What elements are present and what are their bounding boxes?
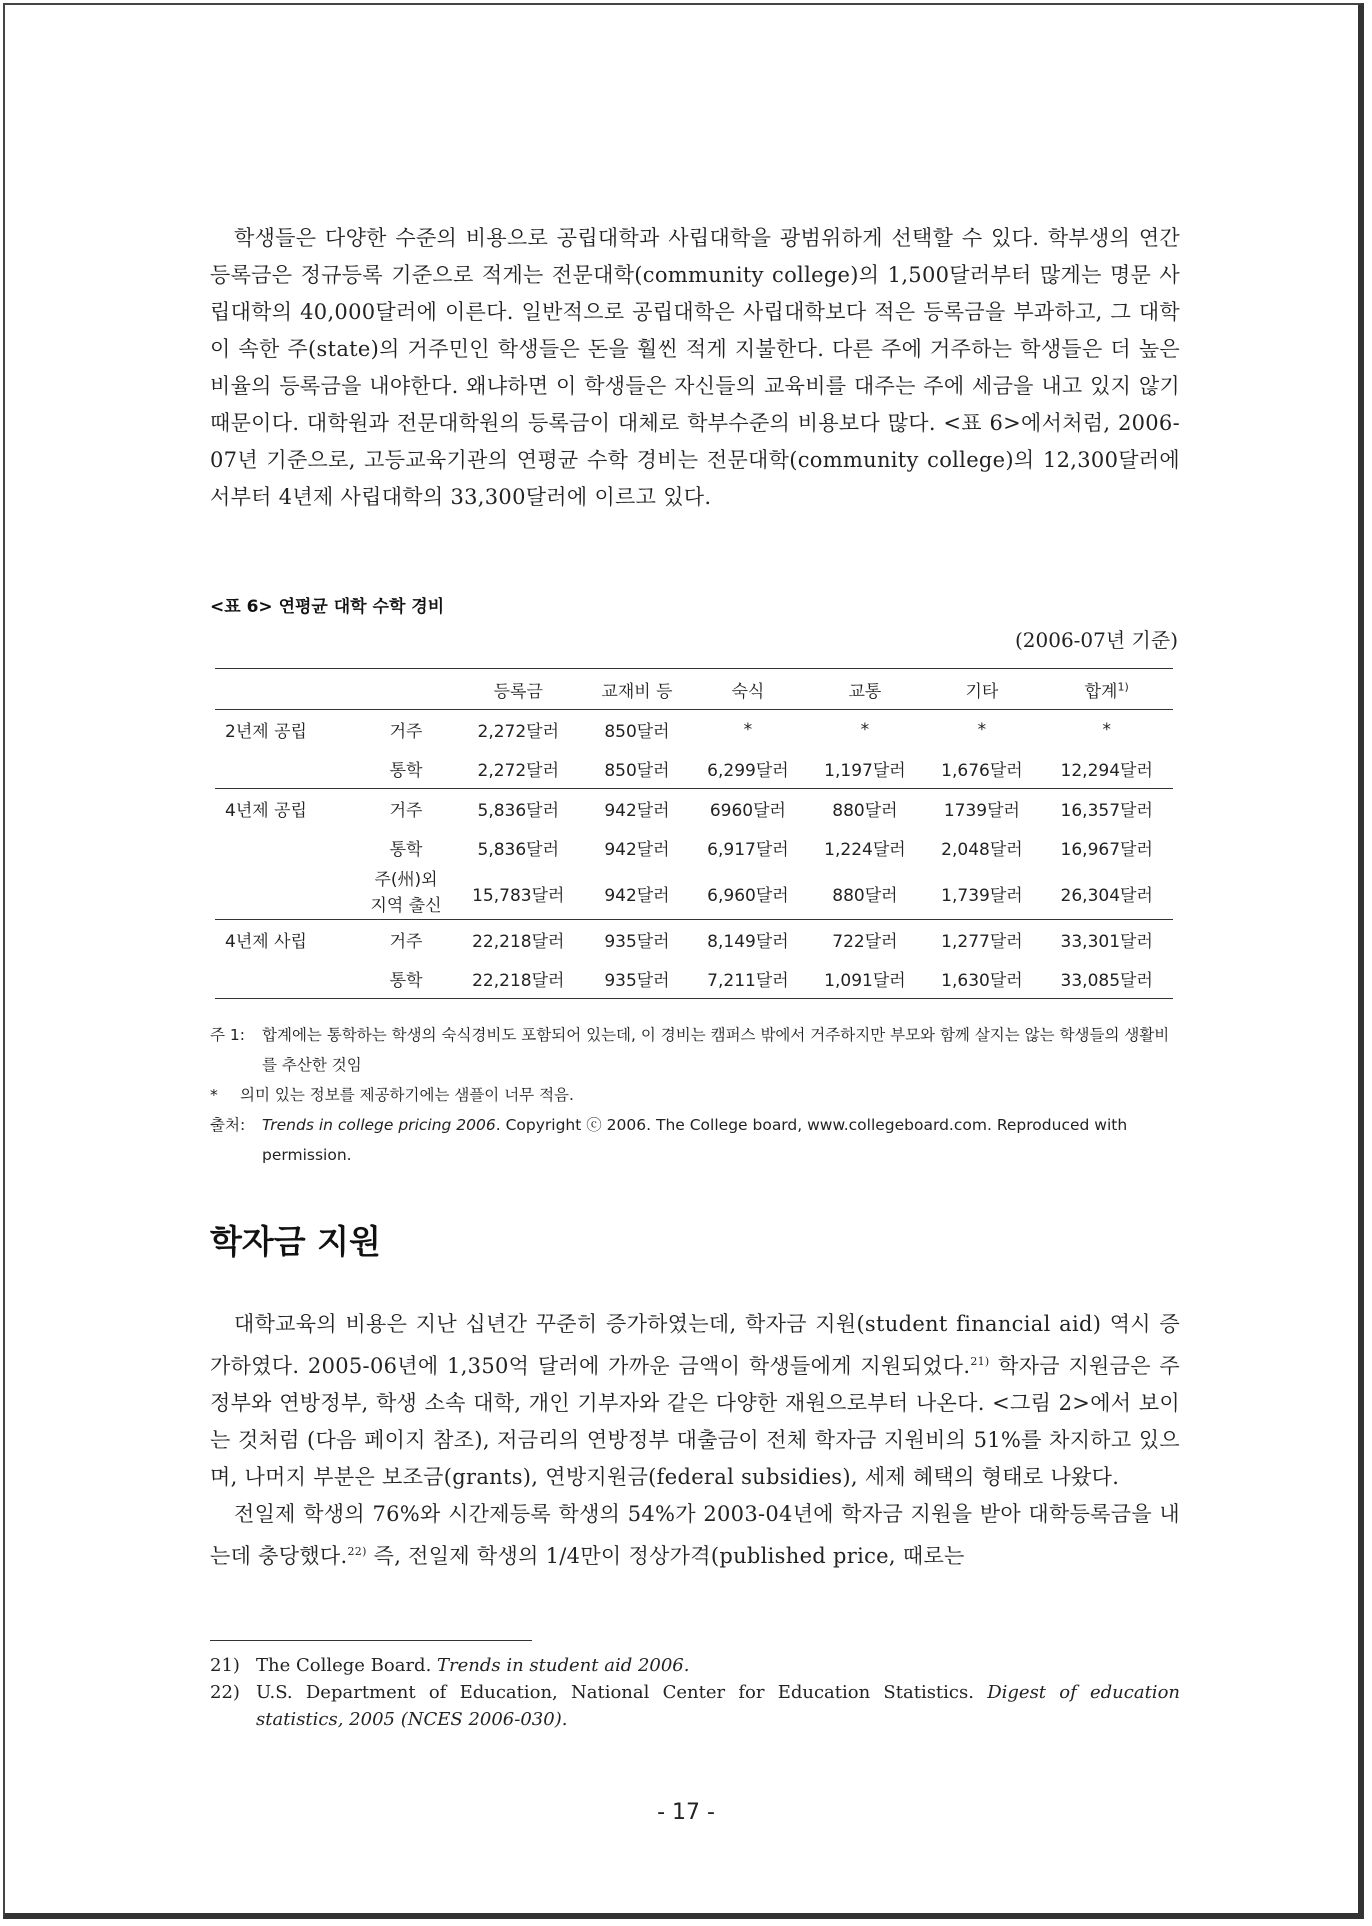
residence-cell: 거주 xyxy=(360,920,452,960)
value-cell: 1,224달러 xyxy=(824,840,906,860)
source-rest: . Copyright ⓒ 2006. The College board, www.collegeboard.com. Reproduced with permission. xyxy=(262,1116,1128,1164)
footnote-22-key: 22) xyxy=(210,1682,240,1703)
value-cell: 1,091달러 xyxy=(806,959,923,999)
source-title: Trends in college pricing 2006 xyxy=(262,1116,496,1134)
value-cell: 2,272달러 xyxy=(477,722,560,742)
value-cell: 33,085달러 xyxy=(1040,959,1173,999)
footnote-21-title: Trends in student aid 2006. xyxy=(437,1655,690,1676)
intro-paragraph: 학생들은 다양한 수준의 비용으로 공립대학과 사립대학을 광범위하게 선택할 수 있다. 학부생의 연간 등록금은 정규등록 기준으로 적게는 전문대학(community college)의 1,500달러부터 많게는 명문 사립대학의 40,000달러에 이른다. 일반적으로 공립대학은 사립대학보다 적은 등록금을 부과하고, 그 대학이 속한 주(state)의 거주민인 학생들은 돈을 훨씬 적게 지불한다. 다른 주에 거주하는 학생들은 더 높은 비율의 등록금을 내야한다. 왜냐하면 이 학생들은 자신들의 교육비를 대주는 주에 세금을 내고 있지 않기 때문이다. 대학원과 전문대학원의 등록금이 대체로 학부수준의 비용보다 많다. <표 6>에서처럼, 2006-07년 기준으로, 고등교육기관의 연평균 수학 경비는 전문대학(community college)의 12,300달러에서부터 4년제 사립대학의 33,300달러에 이르고 있다. xyxy=(210,226,1180,509)
header-other: 기타 xyxy=(923,669,1040,710)
header-total-sup: 1) xyxy=(1117,679,1129,693)
value-cell: 5,836달러 xyxy=(477,840,560,860)
tuition-table xyxy=(215,668,1173,999)
note-source-text xyxy=(262,1110,1180,1170)
aid-p2-text: 전일제 학생의 76%와 시간제등록 학생의 54%가 2003-04년에 학자금 지원을 받아 대학등록금을 내는데 충당했다. xyxy=(210,1502,1180,1568)
value-cell: * xyxy=(1102,719,1111,740)
header-total xyxy=(1040,669,1173,710)
intro-section xyxy=(210,220,1180,516)
value-cell: 1,197달러 xyxy=(824,761,906,781)
value-cell: 22,218달러 xyxy=(452,959,585,999)
value-cell: 2,272달러 xyxy=(477,761,560,781)
value-cell: 1739달러 xyxy=(923,789,1040,829)
section-heading: 학자금 지원 xyxy=(210,1222,381,1261)
value-cell: 935달러 xyxy=(585,959,690,999)
value-cell: * xyxy=(860,719,870,740)
institution-cell xyxy=(215,959,360,999)
header-transport: 교통 xyxy=(806,669,923,710)
value-cell: 722달러 xyxy=(806,920,923,960)
page-number: - 17 - xyxy=(657,1800,715,1825)
footnote-rule xyxy=(210,1640,532,1641)
table-header-row xyxy=(215,669,1173,710)
table-title: <표 6> 연평균 대학 수학 경비 xyxy=(210,597,445,617)
footnote-22 xyxy=(210,1679,1180,1733)
value-cell: 8,149달러 xyxy=(689,920,806,960)
value-cell: 6,917달러 xyxy=(707,840,789,860)
value-cell: 942달러 xyxy=(604,840,670,860)
residence-line-1: 주(州)외 xyxy=(374,870,438,890)
residence-line-2: 지역 출신 xyxy=(370,896,442,916)
value-cell: 7,211달러 xyxy=(689,959,806,999)
aid-p2-text2: 즉, 전일제 학생의 1/4만이 정상가격(published price, 때로는 xyxy=(366,1544,965,1568)
value-cell: 1,630달러 xyxy=(923,959,1040,999)
value-cell: 1,277달러 xyxy=(923,920,1040,960)
value-cell: 942달러 xyxy=(604,885,670,906)
table-row xyxy=(215,749,1173,789)
aid-p1-text2: 학자금 지원금은 주정부와 연방정부, 학생 소속 대학, 개인 기부자와 같은 다양한 재원으로부터 나온다. <그림 2>에서 보이는 것처럼 (다음 페이지 참조), 저금리의 연방정부 대출금이 전체 학자금 지원비의 51%를 차지하고 있으며, 나머지 부분은 보조금(grants), 연방지원금(federal subsidies), 세제 혜택의 형태로 나왔다. xyxy=(210,1354,1180,1489)
header-books: 교재비 등 xyxy=(585,669,690,710)
header-total-label: 합계 xyxy=(1084,681,1118,702)
aid-paragraph-1 xyxy=(210,1306,1180,1496)
residence-cell: 거주 xyxy=(389,722,423,742)
value-cell: * xyxy=(977,719,987,740)
note-star-key: * xyxy=(210,1086,218,1104)
institution-cell: 4년제 사립 xyxy=(215,920,360,960)
value-cell: 935달러 xyxy=(585,920,690,960)
footnote-ref-22: 22) xyxy=(347,1545,367,1558)
footnote-21-key: 21) xyxy=(210,1655,240,1676)
institution-cell xyxy=(215,867,360,920)
value-cell: 6,960달러 xyxy=(707,885,789,906)
value-cell: 15,783달러 xyxy=(472,885,565,906)
value-cell: 880달러 xyxy=(832,885,898,906)
institution-cell: 4년제 공립 xyxy=(215,789,360,829)
aid-p1-text: 대학교육의 비용은 지난 십년간 꾸준히 증가하였는데, 학자금 지원(student financial aid) 역시 증가하였다. 2005-06년에 1,350억 달러에 가까운 금액이 학생들에게 지원되었다. xyxy=(210,1312,1180,1378)
value-cell: 6,299달러 xyxy=(707,761,789,781)
value-cell: 6960달러 xyxy=(689,789,806,829)
institution-cell xyxy=(215,828,360,867)
value-cell: 1,676달러 xyxy=(941,761,1023,781)
value-cell: 942달러 xyxy=(585,789,690,829)
header-tuition: 등록금 xyxy=(452,669,585,710)
value-cell: 12,294달러 xyxy=(1060,761,1153,781)
residence-cell xyxy=(360,867,452,920)
header-empty-1 xyxy=(215,669,360,710)
header-empty-2 xyxy=(360,669,452,710)
value-cell: 2,048달러 xyxy=(941,840,1023,860)
table-row xyxy=(215,920,1173,960)
value-cell: * xyxy=(743,719,753,740)
table-row xyxy=(215,789,1173,829)
note-star-text: 의미 있는 정보를 제공하기에는 샘플이 너무 적음. xyxy=(240,1086,574,1104)
value-cell: 850달러 xyxy=(604,722,670,742)
note-1-text: 합계에는 통학하는 학생의 숙식경비도 포함되어 있는데, 이 경비는 캠퍼스 밖에서 거주하지만 부모와 함께 살지는 않는 학생들의 생활비를 추산한 것임 xyxy=(262,1026,1170,1074)
table-row xyxy=(215,959,1173,999)
residence-cell: 통학 xyxy=(360,959,452,999)
footnote-21 xyxy=(210,1652,1180,1679)
header-room-board: 숙식 xyxy=(689,669,806,710)
note-source-key: 출처: xyxy=(210,1116,246,1134)
residence-cell: 통학 xyxy=(389,840,423,860)
value-cell: 850달러 xyxy=(604,761,670,781)
residence-cell: 통학 xyxy=(389,761,423,781)
value-cell: 880달러 xyxy=(806,789,923,829)
value-cell: 5,836달러 xyxy=(452,789,585,829)
table-unit: (2006-07년 기준) xyxy=(1014,628,1178,652)
footnotes xyxy=(210,1652,1180,1733)
table-notes xyxy=(210,1020,1180,1170)
aid-section xyxy=(210,1306,1180,1575)
note-1 xyxy=(210,1020,1180,1080)
note-1-key: 주 1: xyxy=(210,1026,245,1044)
footnote-22-text xyxy=(256,1679,1180,1733)
value-cell: 16,357달러 xyxy=(1040,789,1173,829)
aid-paragraph-2 xyxy=(210,1496,1180,1575)
footnote-22-title: Digest of education statistics, 2005 (NCES 2006-030). xyxy=(256,1682,1180,1730)
note-star xyxy=(210,1080,1180,1110)
value-cell: 26,304달러 xyxy=(1060,885,1153,906)
table-row xyxy=(215,828,1173,867)
table-row xyxy=(215,867,1173,920)
footnote-22-pre: U.S. Department of Education, National Center for Education Statistics. xyxy=(256,1682,988,1703)
institution-cell: 2년제 공립 xyxy=(225,722,307,742)
footnote-ref-21: 21) xyxy=(970,1355,990,1368)
value-cell: 16,967달러 xyxy=(1060,840,1153,860)
value-cell: 22,218달러 xyxy=(452,920,585,960)
footnote-21-text xyxy=(256,1652,1180,1679)
institution-cell xyxy=(215,749,360,789)
value-cell: 33,301달러 xyxy=(1040,920,1173,960)
value-cell: 1,739달러 xyxy=(941,885,1023,906)
footnote-21-pre: The College Board. xyxy=(256,1655,438,1676)
note-source xyxy=(210,1110,1180,1170)
table-row xyxy=(215,710,1173,750)
residence-cell: 거주 xyxy=(360,789,452,829)
